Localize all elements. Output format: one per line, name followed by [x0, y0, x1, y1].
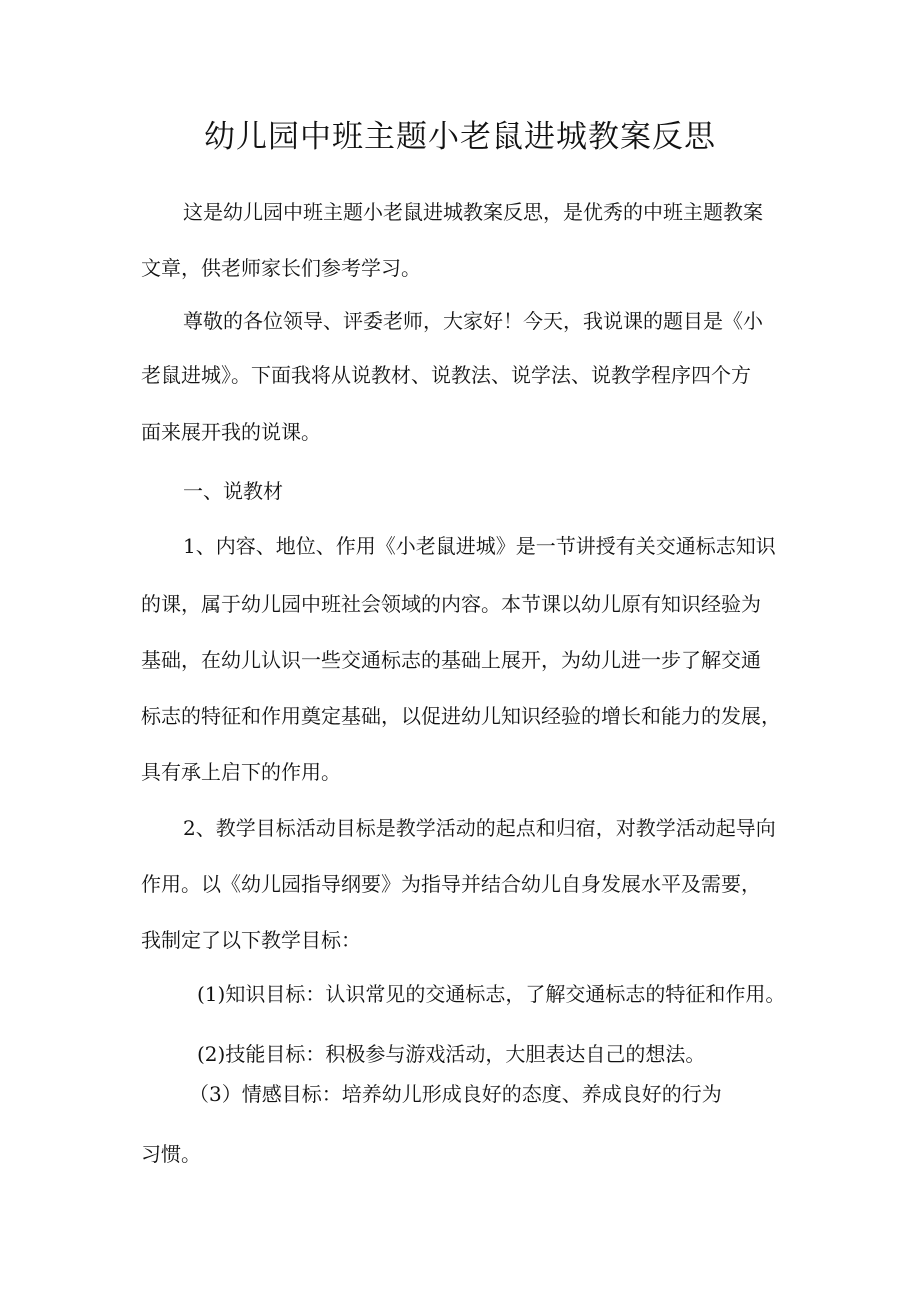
paragraph-line: 具有承上启下的作用。	[141, 760, 341, 784]
paragraph-line: 我制定了以下教学目标：	[141, 928, 361, 952]
paragraph-line: 面来展开我的说课。	[141, 420, 321, 444]
section-heading: 一、说教材	[183, 479, 283, 503]
paragraph-line: 标志的特征和作用奠定基础，以促进幼儿知识经验的增长和能力的发展，	[141, 704, 781, 728]
paragraph-line: 1、内容、地位、作用《小老鼠进城》是一节讲授有关交通标志知识	[183, 534, 776, 558]
document-title: 幼儿园中班主题小老鼠进城教案反思	[204, 119, 716, 155]
goal-item: （3）情感目标：培养幼儿形成良好的态度、养成良好的行为	[189, 1082, 722, 1106]
paragraph-line: 基础，在幼儿认识一些交通标志的基础上展开，为幼儿进一步了解交通	[141, 648, 761, 672]
paragraph-line: 的课，属于幼儿园中班社会领域的内容。本节课以幼儿原有知识经验为	[141, 592, 761, 616]
paragraph-line: 文章，供老师家长们参考学习。	[141, 256, 421, 280]
paragraph-line: 老鼠进城》。下面我将从说教材、说教法、说学法、说教学程序四个方	[141, 363, 751, 387]
paragraph-line: 作用。以《幼儿园指导纲要》为指导并结合幼儿自身发展水平及需要，	[141, 872, 761, 896]
paragraph-line: 这是幼儿园中班主题小老鼠进城教案反思，是优秀的中班主题教案	[183, 200, 763, 224]
paragraph-line: 2、教学目标活动目标是教学活动的起点和归宿，对教学活动起导向	[183, 816, 776, 840]
paragraph-line: 尊敬的各位领导、评委老师，大家好！今天，我说课的题目是《小	[183, 309, 763, 333]
goal-item: (2)技能目标：积极参与游戏活动，大胆表达自己的想法。	[197, 1042, 706, 1066]
paragraph-line: 习惯。	[141, 1142, 201, 1166]
goal-item: (1)知识目标：认识常见的交通标志，了解交通标志的特征和作用。	[197, 982, 786, 1006]
